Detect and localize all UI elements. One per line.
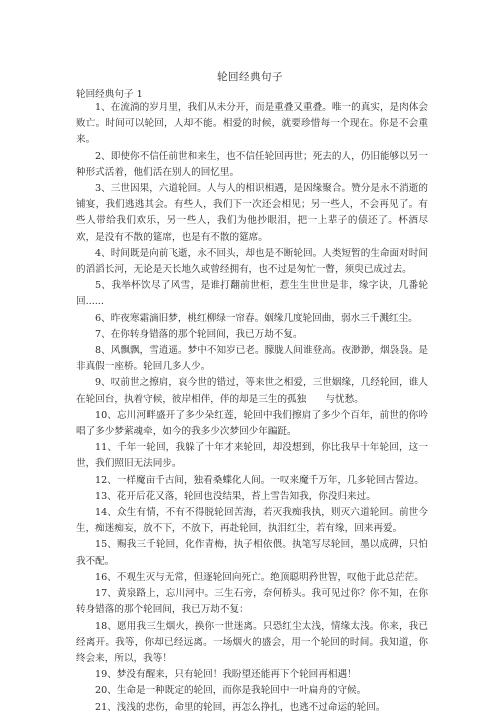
- paragraph: 11、千年一轮回，我躲了十年才来轮回，却没想到，你比我早十年轮回，这一世，我们照旧无法同步。: [76, 442, 428, 470]
- paragraph: 14、众生有情，不有不得脱轮回苦海，若灭我痴我执，则灭六道轮回。前世今生，痴迷痴妄，放不下，不放下，再赴轮回，执泪红尘，若有缘，回来再爱。: [76, 507, 428, 535]
- paragraph: 10、忘川河畔盛开了多少朵红莲，轮回中我们擦肩了多少个百年，前世的你吟唱了多少梦萦魂牵，如今的我多少次梦回少年蹁跹。: [76, 409, 428, 438]
- paragraph-list: [76, 100, 428, 716]
- paragraph: 21、浅浅的悲伤，命里的轮回，再怎么挣扎，也逃不过命运的轮回。: [95, 701, 386, 713]
- paragraph: 19、梦没有醒来，只有轮回！我盼望还能再下个轮回再相遇！: [95, 669, 357, 681]
- paragraph: 3、三世因果，六道轮回。人与人的相识相遇，是因缘聚合。赞分是永不消逝的铺宴，我们逃逃其会。有些人，我们下一次还会相见；另一些人，不会再见了。有些人带给我们欢乐，另一些人，我们为他抄眼泪，把一上辈子的债还了。杯酒尽欢，是没有不散的筵席，也是有不散的筵席。: [76, 183, 428, 243]
- paragraph: 12、一样魔亩千古间，独看桑蝶化人间。一叹来魔千万年，几多轮回古誓边。: [95, 474, 424, 486]
- paragraph: 7、在你转身错落的那个轮回间，我已万劫不复。: [95, 328, 303, 340]
- paragraph: 6、昨夜寒霜滴旧梦，桃红柳绿一帘春。姻缘几度轮回曲，弱水三千溅红尘。: [95, 312, 418, 324]
- paragraph: 13、花开后花又落，轮回也没结果，苔上雪告知我，你没归来过。: [95, 490, 376, 502]
- paragraph: 9、叹前世之擦肩，哀今世的错过，等来世之相爱，三世姻缘，几经轮回，谁人在轮回台，执着守候，彼岸相伴，伴的却是三生的孤独 与忧愁。: [76, 377, 428, 405]
- paragraph: 15、赐我三千轮回，化作青梅，执子相依偎。执笔写尽轮回，墨以成碑，只怕我不配。: [76, 539, 428, 567]
- paragraph: 4、时间既是向前飞逝，永不回头，却也是不断轮回。人类短暂的生命面对时间的滔滔长河，无论是天长地久或曾经拥有，也不过是匆忙一瞥，须臾已成过去。: [76, 247, 428, 276]
- paragraph: 5、我举杯饮尽了风雪，是谁打翻前世柜，惹生生世世是非，缘字诀，几番轮回......: [76, 280, 428, 308]
- paragraph: 17、黄泉路上，忘川河中。三生石旁，奈何桥头。我可见过你？你不知，在你转身错落的那个轮回间，我已万劫不复：: [76, 588, 428, 616]
- page-title: 轮回经典句子: [217, 71, 283, 83]
- paragraph: 8、风飘飘，雪逍遥。梦中不知岁已老。朦胧人间谁登高。夜渺渺，烟袅袅。是非真假一座桥。轮回几多人少。: [76, 345, 428, 373]
- paragraph: 1、在流淌的岁月里，我们从未分开，而是重叠又重叠。唯一的真实，是肉体会败亡。时间可以轮回，人却不能。相爱的时候，就要珍惜每一个现在。你是不会重来。: [76, 102, 428, 146]
- paragraph: 16、不观生灭与无常，但逐轮回向死亡。绝顶聪明矜世智，叹他于此总茫茫。: [95, 571, 424, 583]
- paragraph: 2、即使你不信任前世和来生，也不信任轮回再世；死去的人，仍旧能够以另一种形式活着，他们活在别人的回忆里。: [76, 150, 428, 178]
- section-heading: 轮回经典句子 1: [76, 89, 143, 100]
- paragraph: 20、生命是一种既定的轮回，而你是我轮回中一叶扁舟的守候。: [95, 685, 367, 697]
- paragraph: 18、愿用我三生烟火，换你一世迷离。只恐红尘太浅，情缘太浅。你来，我已经离开。我等，你却已经远离。一场烟火的盛会，用一个轮回的时间。我知道，你终会来，所以，我等！: [76, 620, 428, 664]
